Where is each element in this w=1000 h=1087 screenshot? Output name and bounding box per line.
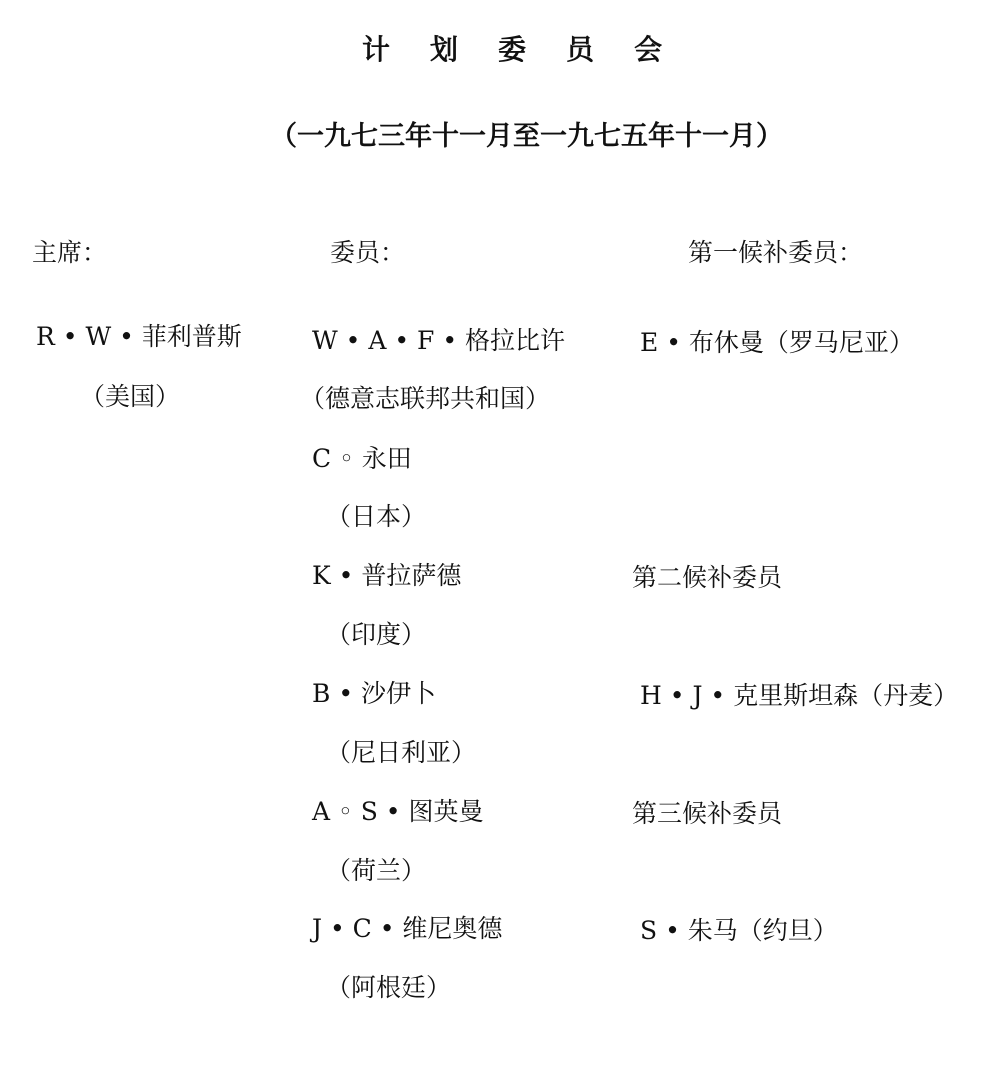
third-alternate-entry: S • 朱马（约旦） xyxy=(640,916,838,945)
first-alternate-entry: E • 布休曼（罗马尼亚） xyxy=(640,328,914,357)
title-char: 会 xyxy=(634,33,663,66)
member-country: （印度） xyxy=(326,620,427,649)
title-char: 划 xyxy=(430,33,459,66)
third-alternate-heading: 第三候补委员 xyxy=(632,799,783,828)
member-country: （尼日利亚） xyxy=(326,738,477,767)
first-alternate-heading: 第一候补委员： xyxy=(688,238,864,267)
member-country: （日本） xyxy=(326,502,427,531)
title-char: 委 xyxy=(498,33,527,66)
document-title xyxy=(362,33,663,66)
member-name: W • A • F • 格拉比许 xyxy=(312,326,566,355)
member-name: K • 普拉萨德 xyxy=(312,561,462,590)
chairman-country: （美国） xyxy=(80,382,181,411)
members-heading: 委员： xyxy=(330,238,406,267)
member-name: J • C • 维尼奥德 xyxy=(312,914,503,943)
title-char: 计 xyxy=(362,33,391,66)
member-name: B • 沙伊卜 xyxy=(312,679,437,708)
chairman-name: R • W • 菲利普斯 xyxy=(36,322,242,351)
second-alternate-entry: H • J • 克里斯坦森（丹麦） xyxy=(640,681,959,710)
chairman-heading: 主席： xyxy=(32,238,108,267)
member-country: （德意志联邦共和国） xyxy=(300,384,551,413)
period-subtitle: （一九七三年十一月至一九七五年十一月） xyxy=(270,121,783,152)
title-char: 员 xyxy=(566,33,595,66)
member-name: A ◦ S • 图英曼 xyxy=(312,797,484,826)
member-country: （阿根廷） xyxy=(326,973,452,1002)
member-name: C ◦ 永田 xyxy=(312,444,412,473)
member-country: （荷兰） xyxy=(326,856,427,885)
second-alternate-heading: 第二候补委员 xyxy=(632,563,783,592)
